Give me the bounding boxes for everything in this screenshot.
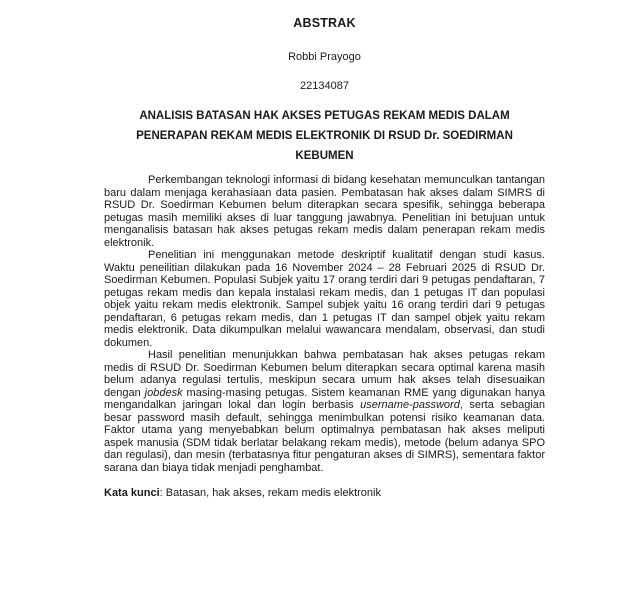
thesis-title-line-3: KEBUMEN xyxy=(295,150,354,162)
thesis-title-line-1: ANALISIS BATASAN HAK AKSES PETUGAS REKAM MEDIS DALAM xyxy=(139,110,510,122)
abstract-body xyxy=(104,174,545,499)
student-id: 22134087 xyxy=(300,80,349,92)
thesis-title-line-2: PENERAPAN REKAM MEDIS ELEKTRONIK DI RSUD Dr. SOEDIRMAN xyxy=(136,130,513,142)
keywords-line: Kata kunci: Batasan, hak akses, rekam medis elektronik xyxy=(104,486,381,499)
paragraph-background: Perkembangan teknologi informasi di bidang kesehatan memunculkan tantangan baru dalam menjaga kerahasiaan data pasien. Pembatasan hak akses dalam SIMRS di RSUD Dr. Soedirman Kebumen belum diterapkan secara spesifik, sehingga beberapa petugas masih memiliki akses di luar tanggung jawabnya. Penelitian ini betujuan untuk menganalisis batasan hak akses petugas rekam medis dalam penerapan rekam medis elektronik. xyxy=(104,174,545,249)
abstract-heading: ABSTRAK xyxy=(293,16,356,30)
paragraph-results: Hasil penelitian menunjukkan bahwa pembatasan hak akses petugas rekam medis di RSUD Dr. Soedirman Kebumen belum diterapkan secara optimal karena masih belum adanya regulasi tertulis, meskipun secara umum hak akses telah disesuaikan dengan jobdesk masing-masing petugas. Sistem keamanan RME yang digunakan hanya mengandalkan jaringan lokal dan login berbasis username-password, serta sebagian besar password masih default, sehingga menimbulkan potensi risiko keamanan data. Faktor utama yang menyebabkan belum optimalnya pembatasan hak akses meliputi aspek manusia (SDM tidak berlatar belakang rekam medis), metode (belum adanya SPO dan regulasi), dan mesin (terbatasnya fitur pengaturan akses di SIMRS), sementara faktor sarana dan biaya tidak menjadi penghambat. xyxy=(104,349,546,474)
author-name: Robbi Prayogo xyxy=(288,51,361,63)
thesis-title xyxy=(104,106,545,166)
paragraph-methods: Penelitian ini menggunakan metode deskriptif kualitatif dengan studi kasus. Waktu peneilitian dilakukan pada 16 November 2024 – 28 Februari 2025 di RSUD Dr. Soedirman Kebumen. Populasi Subjek yaitu 17 orang terdiri dari 9 petugas pendaftaran, 7 petugas rekam medis dan kepala instalasi rekam medis, dan 1 petugas IT dan populasi objek yaitu rekam medis elektronik. Sampel subjek yaitu 16 orang terdiri dari 9 petugas pendaftaran, 6 petugas rekam medis, dan 1 petugas IT dan sampel objek yaitu rekam medis elektronik. Data dikumpulkan melalui wawancara mendalam, observasi, dan studi dokumen. xyxy=(104,249,545,349)
